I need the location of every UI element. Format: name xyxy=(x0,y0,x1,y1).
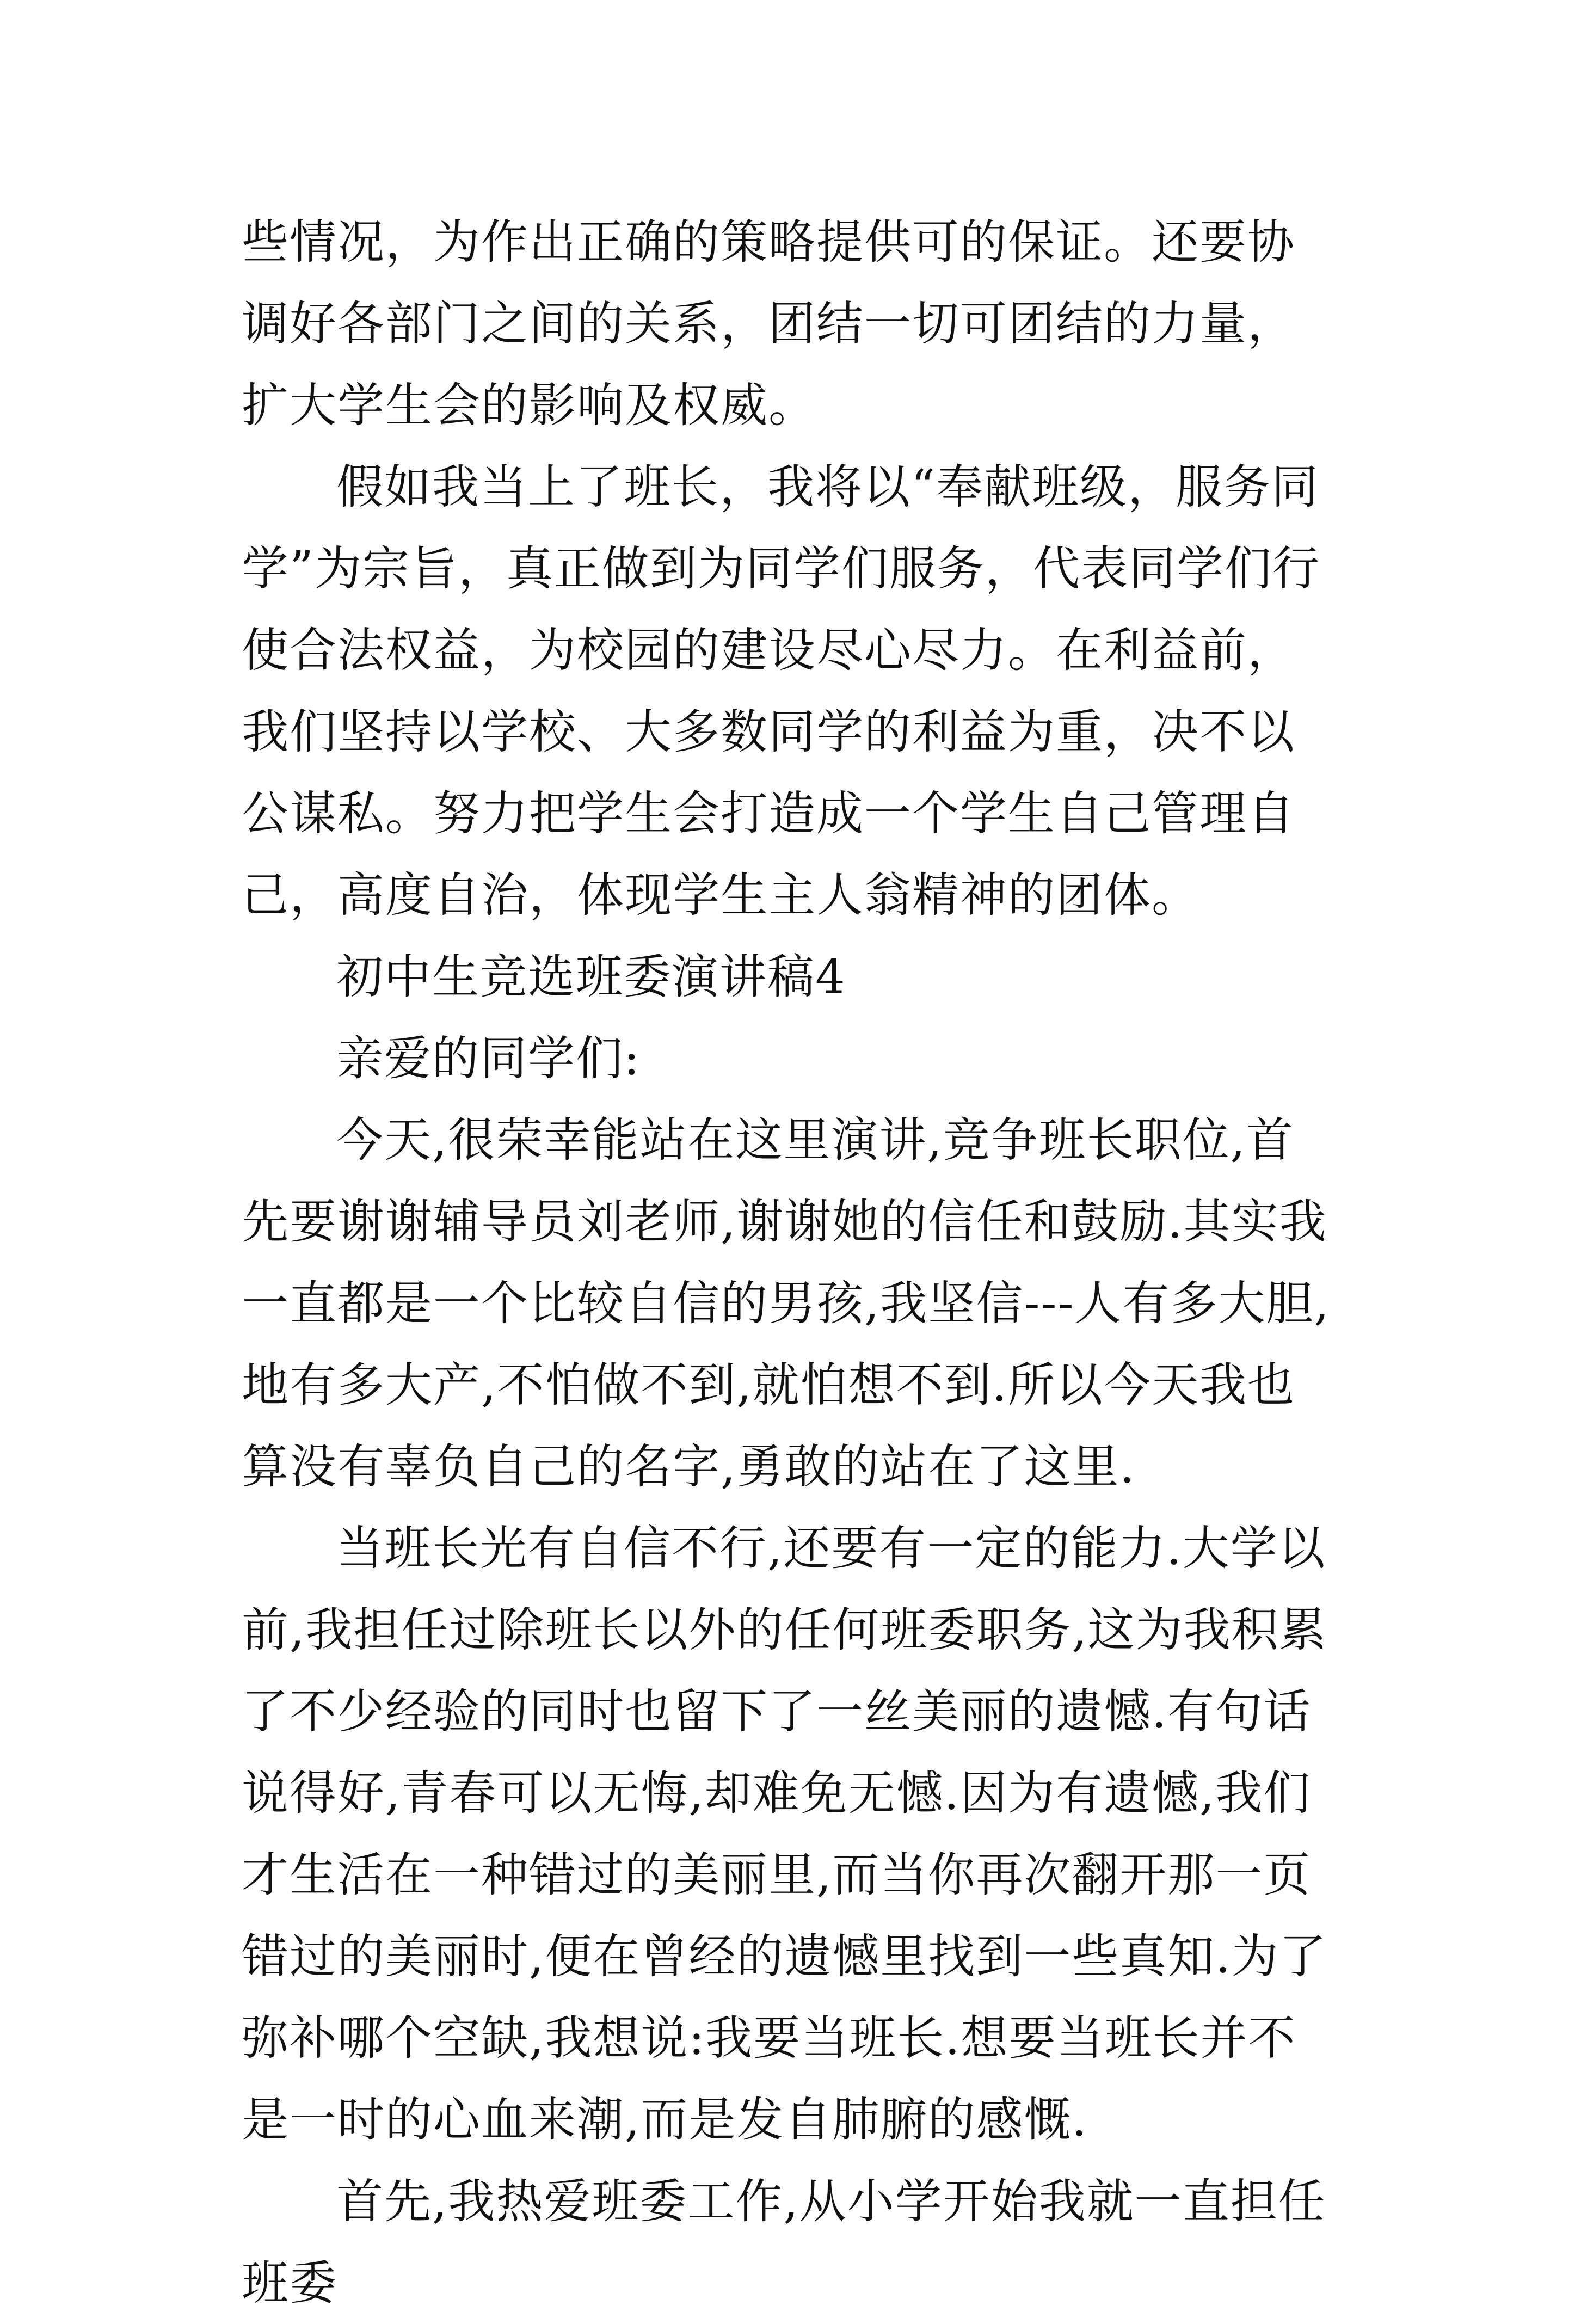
paragraph-first-reason: 首先,我热爱班委工作,从小学开始我就一直担任班委 xyxy=(242,2174,1326,2310)
paragraph-pledge: 假如我当上了班长，我将以“奉献班级，服务同学”为宗旨，真正做到为同学们服务，代表同学们行使合法权益，为校园的建设尽心尽力。在利益前，我们坚持以学校、大多数同学的利益为重，决不以公谋私。努力把学生会打造成一个学生自己管理自己，高度自治，体现学生主人翁精神的团体。 xyxy=(242,460,1320,923)
document-body xyxy=(242,201,1336,2324)
paragraph-introduction: 今天,很荣幸能站在这里演讲,竞争班长职位,首先要谢谢辅导员刘老师,谢谢她的信任和鼓励.其实我一直都是一个比较自信的男孩,我坚信---人有多大胆,地有多大产,不怕做不到,就怕想不到.所以今天我也算没有辜负自己的名字,勇敢的站在了这里. xyxy=(242,1113,1330,1494)
paragraph-ability: 当班长光有自信不行,还要有一定的能力.大学以前,我担任过除班长以外的任何班委职务,这为我积累了不少经验的同时也留下了一丝美丽的遗憾.有句话说得好,青春可以无悔,却难免无憾.因为有遗憾,我们才生活在一种错过的美丽里,而当你再次翻开那一页错过的美丽时,便在曾经的遗憾里找到一些真知.为了弥补哪个空缺,我想说:我要当班长.想要当班长并不是一时的心血来潮,而是发自肺腑的感慨. xyxy=(242,1521,1327,2147)
salutation: 亲爱的同学们: xyxy=(336,1031,641,1086)
section-heading: 初中生竞选班委演讲稿4 xyxy=(336,950,846,1004)
paragraph-continuation: 些情况，为作出正确的策略提供可的保证。还要协调好各部门之间的关系，团结一切可团结的力量，扩大学生会的影响及权威。 xyxy=(242,215,1295,433)
